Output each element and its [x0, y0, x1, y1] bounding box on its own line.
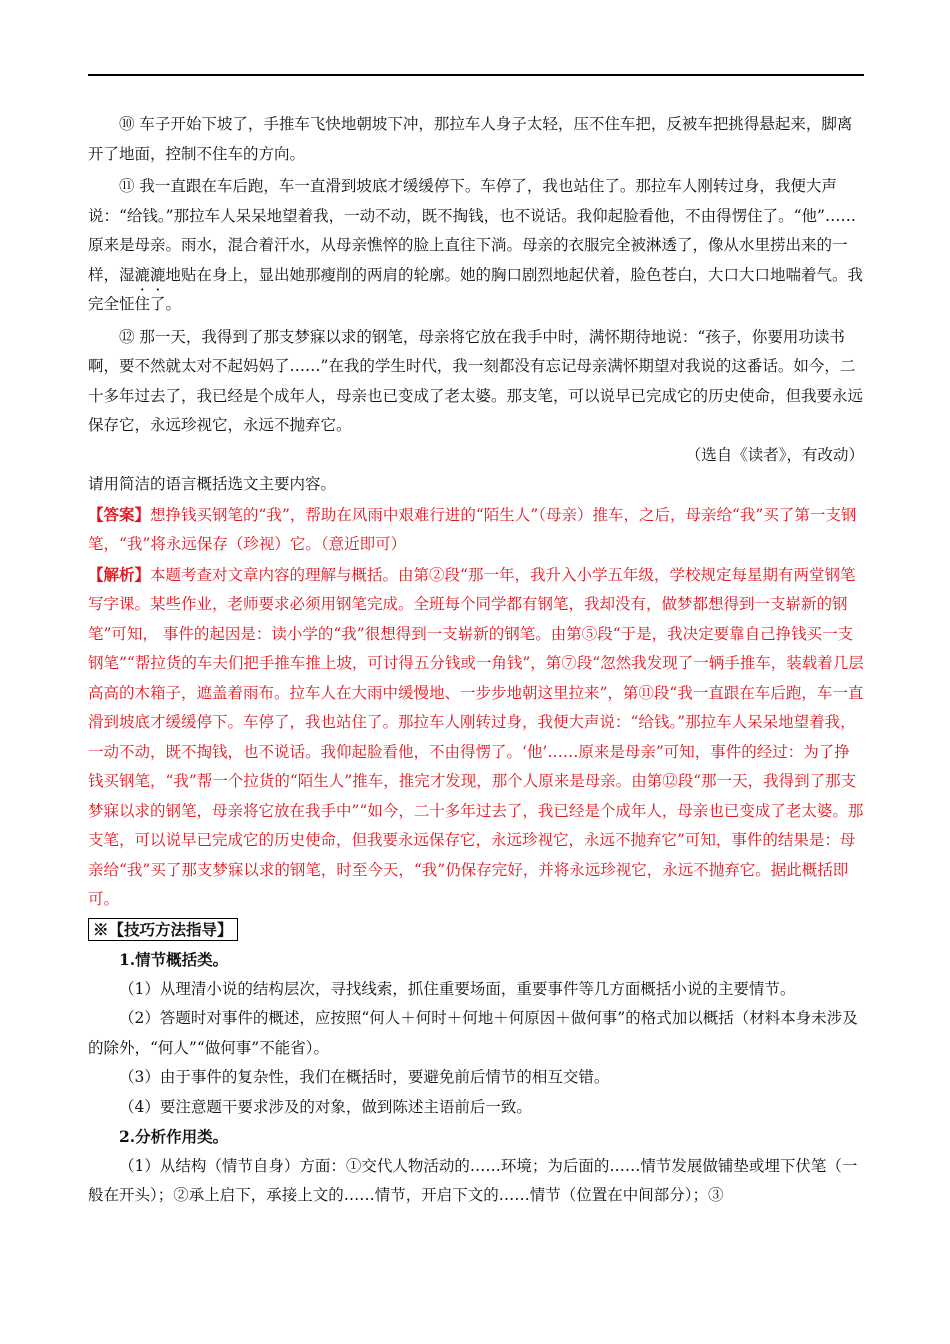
- guide-section-1-item: （2）答题时对事件的概述，应按照“何人＋何时＋何地＋何原因＋做何事”的格式加以概括（材料本身未涉及的除外，“何人”“做何事”不能省）。: [88, 1009, 858, 1057]
- answer-block: [88, 500, 864, 560]
- answer-text: 想挣钱买钢笔的“我”，帮助在风雨中艰难行进的“陌生人”（母亲）推车，之后，母亲给“我”买了第一支钢笔，“我”将永远保存（珍视）它。（意近即可）: [88, 505, 857, 553]
- guide-section-1-item: （3）由于事件的复杂性，我们在概括时，要避免前后情节的相互交错。: [119, 1068, 610, 1086]
- article-paragraph-12: ⑫ 那一天，我得到了那支梦寐以求的钢笔，母亲将它放在我手中时，满怀期待地说：“孩子，你要用功读书啊，要不然就太对不起妈妈了……”在我的学生时代，我一刻都没有忘记母亲满怀期望对我说的这番话。如今，二十多年过去了，我已经是个成年人，母亲也已变成了老太婆。那支笔，可以说早已完成它的历史使命，但我要永远保存它，永远珍视它，永远不抛弃它。: [88, 327, 864, 434]
- analysis-label: 【解析】: [88, 564, 151, 584]
- guide-section-2-title: 2.分析作用类。: [119, 1127, 229, 1146]
- article-paragraph-11: [88, 172, 864, 320]
- article-paragraph-11-text: ⑪ 我一直跟在车后跑，车一直滑到坡底才缓缓停下。车停了，我也站住了。那拉车人刚转过身，我便大声说：“给钱。”那拉车人呆呆地望着我，一动不动，既不掏钱，也不说话。我仰起脸看他，不由得愣住了。“他”……原来是母亲。雨水，混合着汗水，从母亲憔悴的脸上直往下淌。母亲的衣服完全被淋透了，像从水里捞出来的一样，湿漉漉地贴在身上，显出她那瘦削的两肩的轮廓。她的胸口剧烈地起伏着，脸色苍白，大口大口地喘着气。我完全: [88, 177, 864, 313]
- document-body: [88, 110, 864, 1211]
- question-prompt: 请用简洁的语言概括选文主要内容。: [88, 475, 337, 493]
- answer-label: 【答案】: [88, 504, 151, 524]
- guide-heading-wrap: [88, 915, 864, 946]
- header-rule: [88, 74, 864, 76]
- guide-section-2-item: （1）从结构（情节自身）方面：①交代人物活动的……环境；为后面的……情节发展做铺垫或埋下伏笔（一般在开头）；②承上启下，承接上文的……情节，开启下文的……情节（位置在中间部分）；③: [88, 1156, 858, 1204]
- guide-heading: ※【技巧方法指导】: [88, 918, 238, 941]
- emphasis-char: 住: [134, 295, 151, 313]
- source-note: （选自《读者》，有改动）: [685, 445, 864, 464]
- analysis-text: 本题考查对文章内容的理解与概括。由第②段“那一年，我升入小学五年级，学校规定每星期有两堂钢笔写字课。某些作业，老师要求必须用钢笔完成。全班每个同学都有钢笔，我却没有，做梦都想得到一支崭新的钢笔”可知， 事件的起因是：读小学的“我”很想得到一支崭新的钢笔。由第⑤段“于是，我决定要靠自己挣钱买一支钢笔”“帮拉货的车夫们把手推车推上坡，可讨得五分钱或一角钱”，第⑦段“忽然我发现了一辆手推车，装载着几层高高的木箱子，遮盖着雨布。拉车人在大雨中缓慢地、一步步地朝这里拉来”，第⑪段“我一直跟在车后跑，车一直滑到坡底才缓缓停下。车停了，我也站住了。那拉车人刚转过身，我便大声说：“给钱。”那拉车人呆呆地望着我，一动不动，既不掏钱，也不说话。我仰起脸看他，不由得愣了。‘他’……原来是母亲”可知，事件的经过：为了挣钱买钢笔，“我”帮一个拉货的“陌生人”推车，推完才发现，那个人原来是母亲。由第⑫段“那一天，我得到了那支梦寐以求的钢笔，母亲将它放在我手中”“如今，二十多年过去了，我已经是个成年人，母亲也已变成了老太婆。那支笔，可以说早已完成它的历史使命，但我要永远保存它，永远珍视它，永远不抛弃它”可知，事件的结果是：母亲给“我”买了那支梦寐以求的钢笔，时至今天，“我”仍保存完好，并将永远珍视它，永远不抛弃它。据此概括即可。: [88, 565, 864, 908]
- article-paragraph-10: ⑩ 车子开始下坡了，手推车飞快地朝坡下冲，那拉车人身子太轻，压不住车把，反被车把挑得悬起来，脚离开了地面，控制不住车的方向。: [88, 115, 853, 163]
- emphasis-char: 怔: [119, 295, 135, 313]
- guide-section-1-title: 1.情节概括类。: [119, 950, 229, 969]
- guide-section-1-item: （4）要注意题干要求涉及的对象，做到陈述主语前后一致。: [119, 1097, 532, 1116]
- guide-section-1-item: （1）从理清小说的结构层次，寻找线索，抓住重要场面，重要事件等几方面概括小说的主要情节。: [119, 979, 796, 998]
- article-paragraph-11-end: 了。: [150, 295, 182, 313]
- analysis-block: [88, 560, 864, 915]
